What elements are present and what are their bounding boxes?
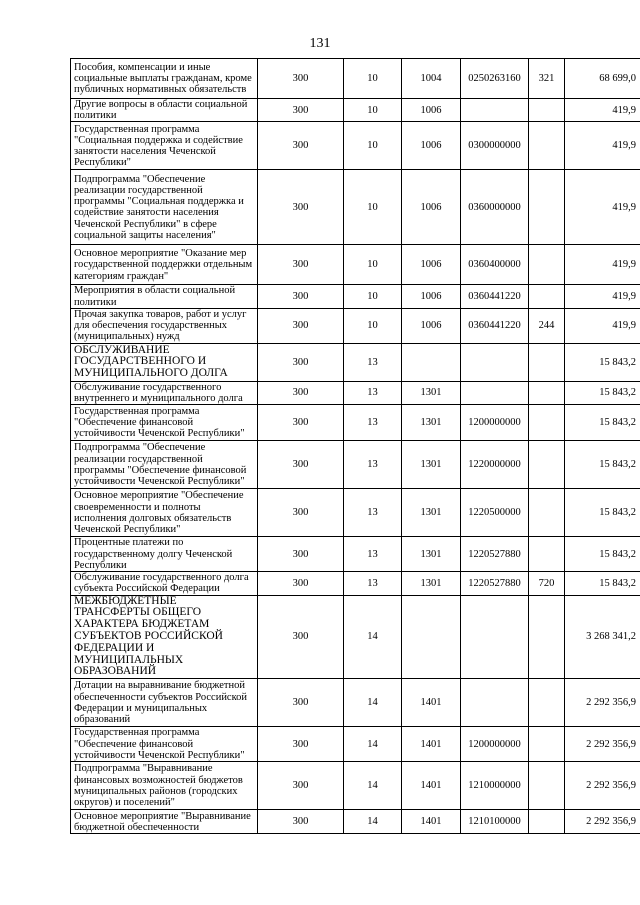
row-amount-cell: 2 292 356,9 bbox=[565, 679, 640, 727]
table-row bbox=[71, 122, 640, 170]
row-subsection-cell bbox=[402, 595, 461, 679]
row-expense-type-cell bbox=[529, 810, 565, 834]
row-amount-cell: 2 292 356,9 bbox=[565, 762, 640, 810]
row-expense-type-cell bbox=[529, 762, 565, 810]
row-amount-cell: 419,9 bbox=[565, 170, 640, 245]
table-row bbox=[71, 489, 640, 537]
row-name-cell: МЕЖБЮДЖЕТНЫЕ ТРАНСФЕРТЫ ОБЩЕГО ХАРАКТЕРА БЮДЖЕТАМ СУБЪЕКТОВ РОССИЙСКОЙ ФЕДЕРАЦИИ И МУНИЦИПАЛЬНЫХ ОБРАЗОВАНИЙ bbox=[71, 595, 258, 679]
row-admin-code-cell: 300 bbox=[258, 343, 344, 381]
row-name-cell: Подпрограмма "Выравнивание финансовых возможностей бюджетов муниципальных районов (городских округов) и поселений" bbox=[71, 762, 258, 810]
row-section-cell: 14 bbox=[344, 810, 402, 834]
row-admin-code-cell: 300 bbox=[258, 405, 344, 441]
row-expense-type-cell bbox=[529, 343, 565, 381]
row-admin-code-cell: 300 bbox=[258, 810, 344, 834]
row-name-cell: ОБСЛУЖИВАНИЕ ГОСУДАРСТВЕННОГО И МУНИЦИПАЛЬНОГО ДОЛГА bbox=[71, 343, 258, 381]
row-target-code-cell: 1220527880 bbox=[461, 537, 529, 572]
row-subsection-cell: 1401 bbox=[402, 762, 461, 810]
row-target-code-cell bbox=[461, 99, 529, 122]
row-target-code-cell: 0250263160 bbox=[461, 59, 529, 99]
row-target-code-cell: 1220500000 bbox=[461, 489, 529, 537]
table-row bbox=[71, 245, 640, 285]
row-target-code-cell: 1210000000 bbox=[461, 762, 529, 810]
row-name-cell: Другие вопросы в области социальной политики bbox=[71, 99, 258, 122]
table-row bbox=[71, 99, 640, 122]
table-row bbox=[71, 595, 640, 679]
row-expense-type-cell bbox=[529, 245, 565, 285]
row-section-cell: 13 bbox=[344, 381, 402, 404]
row-name-cell: Подпрограмма "Обеспечение реализации государственной программы "Социальная поддержка и содействие занятости населения Чеченской Республики" в сфере социальной защиты населения" bbox=[71, 170, 258, 245]
row-admin-code-cell: 300 bbox=[258, 595, 344, 679]
page-number: 131 bbox=[309, 36, 331, 51]
row-name-cell: Обслуживание государственного внутреннего и муниципального долга bbox=[71, 381, 258, 404]
row-expense-type-cell: 321 bbox=[529, 59, 565, 99]
table-row bbox=[71, 441, 640, 489]
table-row bbox=[71, 405, 640, 441]
row-expense-type-cell: 244 bbox=[529, 308, 565, 343]
row-subsection-cell: 1006 bbox=[402, 285, 461, 308]
table-row bbox=[71, 59, 640, 99]
table-row bbox=[71, 679, 640, 727]
row-admin-code-cell: 300 bbox=[258, 727, 344, 762]
row-target-code-cell: 1210100000 bbox=[461, 810, 529, 834]
row-section-cell: 10 bbox=[344, 99, 402, 122]
row-target-code-cell bbox=[461, 679, 529, 727]
row-admin-code-cell: 300 bbox=[258, 59, 344, 99]
row-name-cell: Процентные платежи по государственному долгу Чеченской Республики bbox=[71, 537, 258, 572]
row-name-cell: Государственная программа "Обеспечение финансовой устойчивости Чеченской Республики" bbox=[71, 727, 258, 762]
row-name-cell: Государственная программа "Обеспечение финансовой устойчивости Чеченской Республики" bbox=[71, 405, 258, 441]
row-subsection-cell: 1301 bbox=[402, 572, 461, 595]
row-subsection-cell: 1301 bbox=[402, 489, 461, 537]
row-target-code-cell: 1220000000 bbox=[461, 441, 529, 489]
row-name-cell: Основное мероприятие "Оказание мер государственной поддержки отдельным категориям граждан" bbox=[71, 245, 258, 285]
row-target-code-cell bbox=[461, 595, 529, 679]
row-section-cell: 14 bbox=[344, 727, 402, 762]
row-section-cell: 10 bbox=[344, 170, 402, 245]
row-expense-type-cell bbox=[529, 122, 565, 170]
row-admin-code-cell: 300 bbox=[258, 489, 344, 537]
row-amount-cell: 15 843,2 bbox=[565, 572, 640, 595]
row-subsection-cell bbox=[402, 343, 461, 381]
row-amount-cell: 419,9 bbox=[565, 285, 640, 308]
row-subsection-cell: 1301 bbox=[402, 537, 461, 572]
row-admin-code-cell: 300 bbox=[258, 285, 344, 308]
row-name-cell: Государственная программа "Социальная поддержка и содействие занятости населения Чеченской Республики" bbox=[71, 122, 258, 170]
row-section-cell: 13 bbox=[344, 343, 402, 381]
row-section-cell: 13 bbox=[344, 537, 402, 572]
row-admin-code-cell: 300 bbox=[258, 170, 344, 245]
row-section-cell: 13 bbox=[344, 441, 402, 489]
row-subsection-cell: 1006 bbox=[402, 99, 461, 122]
row-section-cell: 10 bbox=[344, 122, 402, 170]
row-subsection-cell: 1004 bbox=[402, 59, 461, 99]
table-row bbox=[71, 572, 640, 595]
row-admin-code-cell: 300 bbox=[258, 572, 344, 595]
row-subsection-cell: 1401 bbox=[402, 727, 461, 762]
row-amount-cell: 3 268 341,2 bbox=[565, 595, 640, 679]
row-admin-code-cell: 300 bbox=[258, 537, 344, 572]
budget-table bbox=[70, 58, 640, 834]
row-expense-type-cell bbox=[529, 489, 565, 537]
row-target-code-cell bbox=[461, 381, 529, 404]
row-section-cell: 13 bbox=[344, 572, 402, 595]
table-row bbox=[71, 810, 640, 834]
row-subsection-cell: 1301 bbox=[402, 405, 461, 441]
row-section-cell: 14 bbox=[344, 762, 402, 810]
row-admin-code-cell: 300 bbox=[258, 679, 344, 727]
row-amount-cell: 2 292 356,9 bbox=[565, 810, 640, 834]
row-section-cell: 14 bbox=[344, 595, 402, 679]
row-admin-code-cell: 300 bbox=[258, 441, 344, 489]
row-expense-type-cell bbox=[529, 381, 565, 404]
table-row bbox=[71, 343, 640, 381]
row-target-code-cell: 0360441220 bbox=[461, 285, 529, 308]
row-amount-cell: 419,9 bbox=[565, 308, 640, 343]
table-row bbox=[71, 308, 640, 343]
row-amount-cell: 15 843,2 bbox=[565, 405, 640, 441]
row-section-cell: 10 bbox=[344, 285, 402, 308]
row-admin-code-cell: 300 bbox=[258, 122, 344, 170]
row-amount-cell: 15 843,2 bbox=[565, 537, 640, 572]
row-amount-cell: 419,9 bbox=[565, 99, 640, 122]
row-amount-cell: 419,9 bbox=[565, 122, 640, 170]
row-target-code-cell bbox=[461, 343, 529, 381]
row-expense-type-cell bbox=[529, 99, 565, 122]
row-section-cell: 13 bbox=[344, 405, 402, 441]
row-target-code-cell: 1220527880 bbox=[461, 572, 529, 595]
row-section-cell: 10 bbox=[344, 59, 402, 99]
row-section-cell: 13 bbox=[344, 489, 402, 537]
row-name-cell: Основное мероприятие "Выравнивание бюджетной обеспеченности bbox=[71, 810, 258, 834]
row-amount-cell: 15 843,2 bbox=[565, 381, 640, 404]
row-target-code-cell: 0300000000 bbox=[461, 122, 529, 170]
row-expense-type-cell bbox=[529, 441, 565, 489]
row-expense-type-cell bbox=[529, 170, 565, 245]
row-target-code-cell: 0360000000 bbox=[461, 170, 529, 245]
row-subsection-cell: 1301 bbox=[402, 381, 461, 404]
row-admin-code-cell: 300 bbox=[258, 99, 344, 122]
table-row bbox=[71, 381, 640, 404]
row-expense-type-cell bbox=[529, 537, 565, 572]
row-amount-cell: 15 843,2 bbox=[565, 343, 640, 381]
row-admin-code-cell: 300 bbox=[258, 245, 344, 285]
row-expense-type-cell bbox=[529, 595, 565, 679]
row-amount-cell: 419,9 bbox=[565, 245, 640, 285]
row-expense-type-cell bbox=[529, 679, 565, 727]
row-expense-type-cell: 720 bbox=[529, 572, 565, 595]
row-name-cell: Мероприятия в области социальной политики bbox=[71, 285, 258, 308]
row-subsection-cell: 1006 bbox=[402, 170, 461, 245]
row-admin-code-cell: 300 bbox=[258, 381, 344, 404]
row-subsection-cell: 1301 bbox=[402, 441, 461, 489]
table-row bbox=[71, 762, 640, 810]
row-section-cell: 10 bbox=[344, 308, 402, 343]
row-expense-type-cell bbox=[529, 285, 565, 308]
row-target-code-cell: 1200000000 bbox=[461, 727, 529, 762]
row-name-cell: Основное мероприятие "Обеспечение своевременности и полноты исполнения долговых обязательств Чеченской Республики" bbox=[71, 489, 258, 537]
table-row bbox=[71, 285, 640, 308]
row-amount-cell: 15 843,2 bbox=[565, 441, 640, 489]
table-row bbox=[71, 170, 640, 245]
row-target-code-cell: 1200000000 bbox=[461, 405, 529, 441]
table-row bbox=[71, 537, 640, 572]
row-target-code-cell: 0360400000 bbox=[461, 245, 529, 285]
row-target-code-cell: 0360441220 bbox=[461, 308, 529, 343]
table-row bbox=[71, 727, 640, 762]
row-section-cell: 10 bbox=[344, 245, 402, 285]
row-amount-cell: 15 843,2 bbox=[565, 489, 640, 537]
row-name-cell: Дотации на выравнивание бюджетной обеспеченности субъектов Российской Федерации и муниципальных образований bbox=[71, 679, 258, 727]
row-subsection-cell: 1006 bbox=[402, 308, 461, 343]
row-amount-cell: 68 699,0 bbox=[565, 59, 640, 99]
row-subsection-cell: 1006 bbox=[402, 245, 461, 285]
row-name-cell: Подпрограмма "Обеспечение реализации государственной программы "Обеспечение финансовой устойчивости Чеченской Республики" bbox=[71, 441, 258, 489]
row-amount-cell: 2 292 356,9 bbox=[565, 727, 640, 762]
row-name-cell: Пособия, компенсации и иные социальные выплаты гражданам, кроме публичных нормативных обязательств bbox=[71, 59, 258, 99]
row-name-cell: Прочая закупка товаров, работ и услуг для обеспечения государственных (муниципальных) нужд bbox=[71, 308, 258, 343]
row-subsection-cell: 1006 bbox=[402, 122, 461, 170]
row-section-cell: 14 bbox=[344, 679, 402, 727]
row-expense-type-cell bbox=[529, 727, 565, 762]
row-expense-type-cell bbox=[529, 405, 565, 441]
row-admin-code-cell: 300 bbox=[258, 308, 344, 343]
row-admin-code-cell: 300 bbox=[258, 762, 344, 810]
row-name-cell: Обслуживание государственного долга субъекта Российской Федерации bbox=[71, 572, 258, 595]
row-subsection-cell: 1401 bbox=[402, 810, 461, 834]
row-subsection-cell: 1401 bbox=[402, 679, 461, 727]
